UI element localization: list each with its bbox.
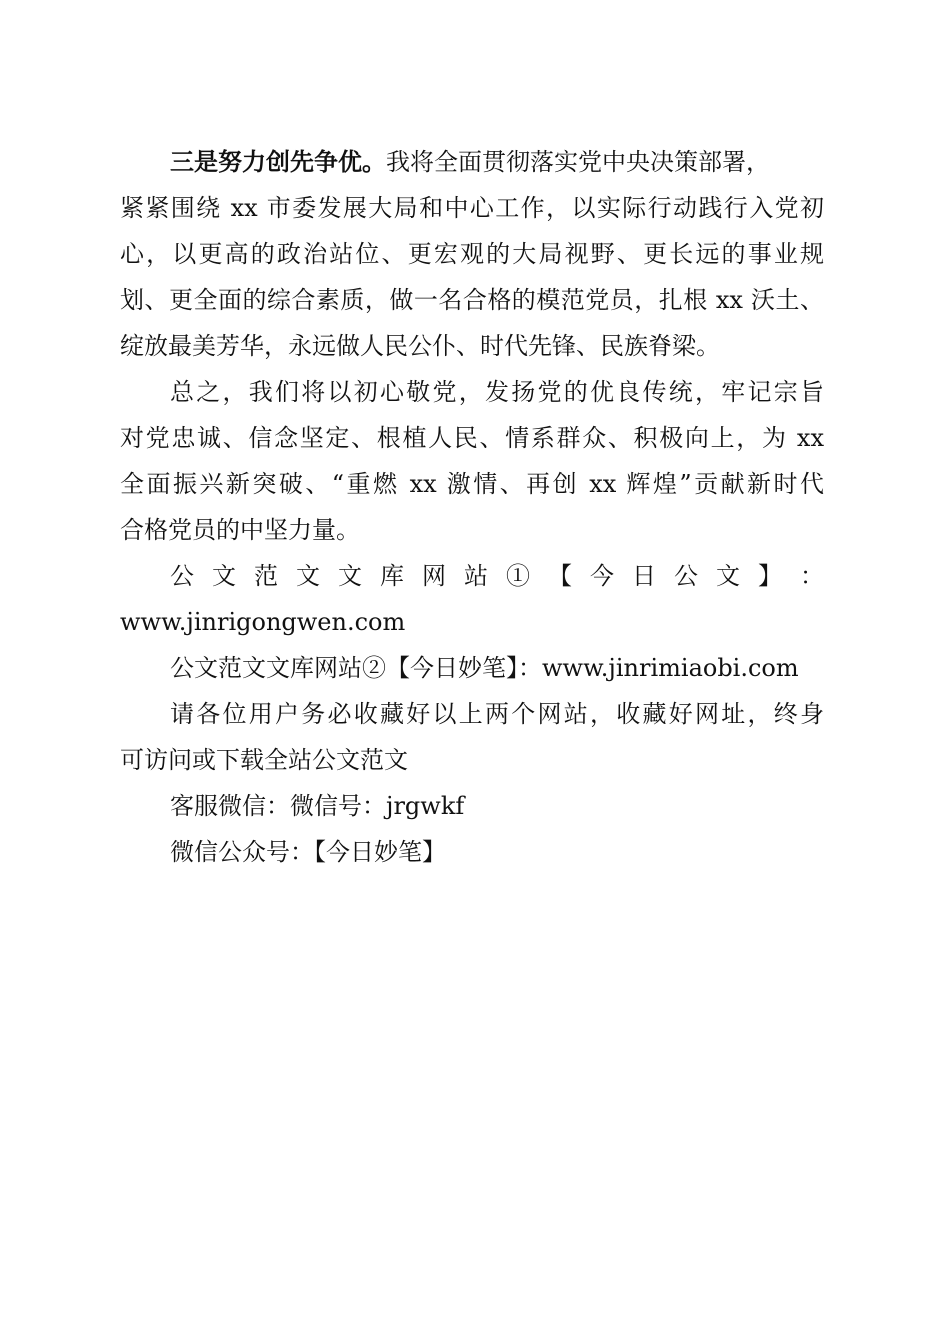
paragraph1-line2: 紧紧围绕 xx 市委发展大局和中心工作，以实际行动践行入党初 bbox=[120, 194, 824, 222]
paragraph2-line1: 总之，我们将以初心敬党，发扬党的优良传统，牢记宗旨 bbox=[170, 378, 824, 406]
paragraph1-line5: 绽放最美芳华，永远做人民公仆、时代先锋、民族脊梁。 bbox=[120, 332, 720, 360]
site1-url[interactable]: www.jinrigongwen.com bbox=[120, 608, 406, 636]
official-account: 微信公众号：【今日妙笔】 bbox=[170, 838, 446, 866]
paragraph1-line4: 划、更全面的综合素质，做一名合格的模范党员，扎根 xx 沃土、 bbox=[120, 286, 824, 314]
wechat-contact: 客服微信：微信号：jrgwkf bbox=[170, 792, 465, 820]
paragraph1-line1-text: 我将全面贯彻落实党中央决策部署， bbox=[386, 148, 770, 176]
site1-label: 公 文 范 文 文 库 网 站 ① 【 今 日 公 文 】 ： bbox=[170, 562, 824, 590]
paragraph2-line2: 对党忠诚、信念坚定、根植人民、情系群众、积极向上，为 xx bbox=[120, 424, 824, 452]
site2-line[interactable]: 公文范文文库网站②【今日妙笔】：www.jinrimiaobi.com bbox=[170, 654, 799, 682]
paragraph2-line4: 合格党员的中坚力量。 bbox=[120, 516, 360, 544]
notice-line1: 请各位用户务必收藏好以上两个网站，收藏好网址，终身 bbox=[170, 700, 824, 728]
paragraph1-line1 bbox=[170, 139, 824, 185]
paragraph1-lead: 三是努力创先争优。 bbox=[170, 147, 386, 176]
paragraph1-line3: 心，以更高的政治站位、更宏观的大局视野、更长远的事业规 bbox=[120, 240, 824, 268]
paragraph2-line3: 全面振兴新突破、“重燃 xx 激情、再创 xx 辉煌”贡献新时代 bbox=[120, 470, 824, 498]
notice-line2: 可访问或下载全站公文范文 bbox=[120, 746, 408, 774]
